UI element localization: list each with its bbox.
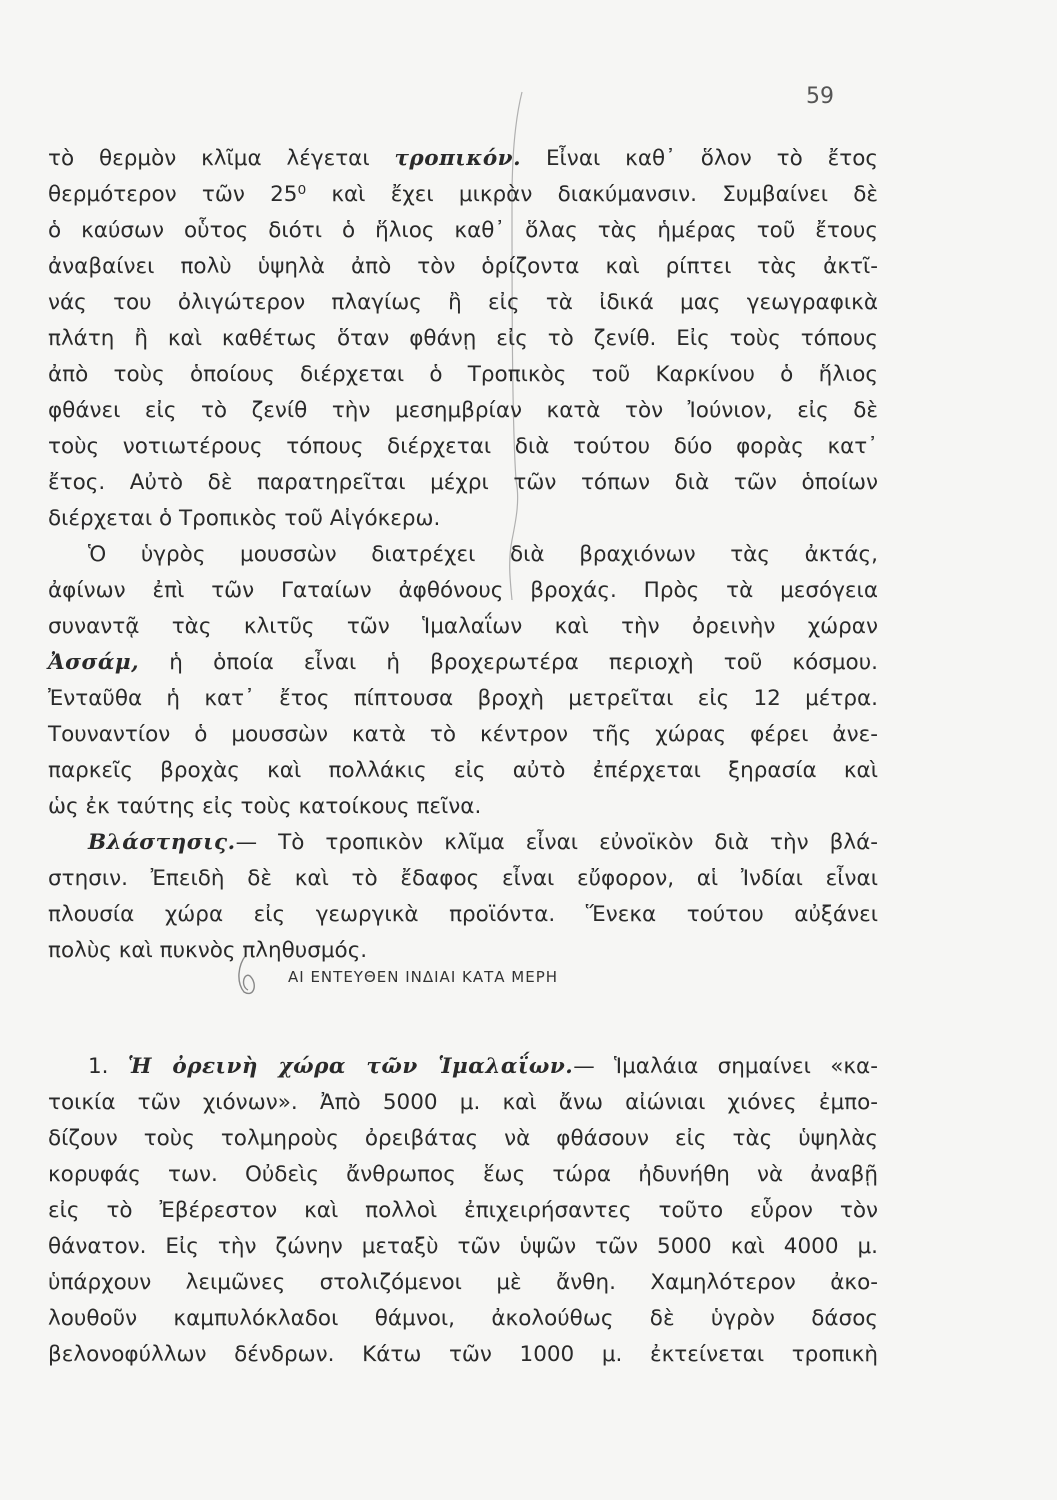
text-line: ὑπάρχουν λειμῶνες στολιζόμενοι μὲ ἄνθη. Χαμηλότερον ἀκο- [48,1270,878,1295]
text-line: κορυφάς των. Οὐδεὶς ἄνθρωπος ἕως τώρα ἠδυνήθη νὰ ἀναβῇ [48,1162,878,1187]
text-line: 1. Ἡ ὀρεινὴ χώρα τῶν Ἱμαλαΐων.— Ἱμαλάια σημαίνει «κα- [88,1054,878,1079]
text-line: τοικία τῶν χιόνων». Ἀπὸ 5000 μ. καὶ ἄνω αἰώνιαι χιόνες ἐμπο- [48,1090,878,1115]
text-line: δίζουν τοὺς τολμηροὺς ὀρειβάτας νὰ φθάσουν εἰς τὰς ὑψηλὰς [48,1126,878,1151]
page-number: 59 [806,84,834,109]
text-line: τοὺς νοτιωτέρους τόπους διέρχεται διὰ τούτου δύο φορὰς κατ᾽ [48,434,878,459]
text-line: πλουσία χώρα εἰς γεωργικὰ προϊόντα. Ἕνεκα τούτου αὐξάνει [48,902,878,927]
text-line: στησιν. Ἐπειδὴ δὲ καὶ τὸ ἔδαφος εἶναι εὔφορον, αἱ Ἰνδίαι εἶναι [48,866,878,891]
text-line: θερμότερον τῶν 25⁰ καὶ ἔχει μικρὰν διακύμανσιν. Συμβαίνει δὲ [48,182,878,207]
text-line: ὁ καύσων οὗτος διότι ὁ ἥλιος καθ᾽ ὅλας τὰς ἡμέρας τοῦ ἔτους [48,218,878,243]
text-line: πολὺς καὶ πυκνὸς πληθυσμός. [48,938,368,963]
text-line: Βλάστησις.— Τὸ τροπικὸν κλῖμα εἶναι εὐνοϊκὸν διὰ τὴν βλά- [88,830,878,855]
text-line: διέρχεται ὁ Τροπικὸς τοῦ Αἰγόκερω. [48,506,441,531]
text-line: ὡς ἐκ ταύτης εἰς τοὺς κατοίκους πεῖνα. [48,794,482,819]
text-line: Ὁ ὑγρὸς μουσσὼν διατρέχει διὰ βραχιόνων τὰς ἀκτάς, [88,542,878,567]
text-line: Τουναντίον ὁ μουσσὼν κατὰ τὸ κέντρον τῆς χώρας φέρει ἀνε- [48,722,878,747]
text-line: ἔτος. Αὐτὸ δὲ παρατηρεῖται μέχρι τῶν τόπων διὰ τῶν ὁποίων [48,470,878,495]
text-line: θάνατον. Εἰς τὴν ζώνην μεταξὺ τῶν ὑψῶν τῶν 5000 καὶ 4000 μ. [48,1234,878,1259]
text-line: βελονοφύλλων δένδρων. Κάτω τῶν 1000 μ. ἐκτείνεται τροπικὴ [48,1342,878,1367]
text-line: παρκεῖς βροχὰς καὶ πολλάκις εἰς αὐτὸ ἐπέρχεται ξηρασία καὶ [48,758,878,783]
text-line: Ἀσσάμ, ἡ ὁποία εἶναι ἡ βροχερωτέρα περιοχὴ τοῦ κόσμου. [48,650,878,675]
text-line: ἀναβαίνει πολὺ ὑψηλὰ ἀπὸ τὸν ὁρίζοντα καὶ ρίπτει τὰς ἀκτῖ- [48,254,878,279]
text-line: φθάνει εἰς τὸ ζενίθ τὴν μεσημβρίαν κατὰ τὸν Ἰούνιον, εἰς δὲ [48,398,878,423]
text-line: νάς του ὀλιγώτερον πλαγίως ἢ εἰς τὰ ἰδικά μας γεωγραφικὰ [48,290,878,315]
text-line: ἀφίνων ἐπὶ τῶν Γαταίων ἀφθόνους βροχάς. Πρὸς τὰ μεσόγεια [48,578,878,603]
text-line: πλάτη ἢ καὶ καθέτως ὅταν φθάνῃ εἰς τὸ ζενίθ. Εἰς τοὺς τόπους [48,326,878,351]
text-line: συναντᾷ τὰς κλιτῦς τῶν Ἱμαλαΐων καὶ τὴν ὀρεινὴν χώραν [48,614,878,639]
section-heading: ΑΙ ΕΝΤΕΥΘΕΝ ΙΝΔΙΑΙ ΚΑΤΑ ΜΕΡΗ [288,968,559,986]
text-line: λουθοῦν καμπυλόκλαδοι θάμνοι, ἀκολούθως δὲ ὑγρὸν δάσος [48,1306,878,1331]
text-line: Ἐνταῦθα ἡ κατ᾽ ἔτος πίπτουσα βροχὴ μετρεῖται εἰς 12 μέτρα. [48,686,878,711]
text-line: εἰς τὸ Ἐβέρεστον καὶ πολλοὶ ἐπιχειρήσαντες τοῦτο εὗρον τὸν [48,1198,878,1223]
text-line: ἀπὸ τοὺς ὁποίους διέρχεται ὁ Τροπικὸς τοῦ Καρκίνου ὁ ἥλιος [48,362,878,387]
text-line: τὸ θερμὸν κλῖμα λέγεται τροπικόν. Εἶναι καθ᾽ ὅλον τὸ ἔτος [48,146,878,171]
